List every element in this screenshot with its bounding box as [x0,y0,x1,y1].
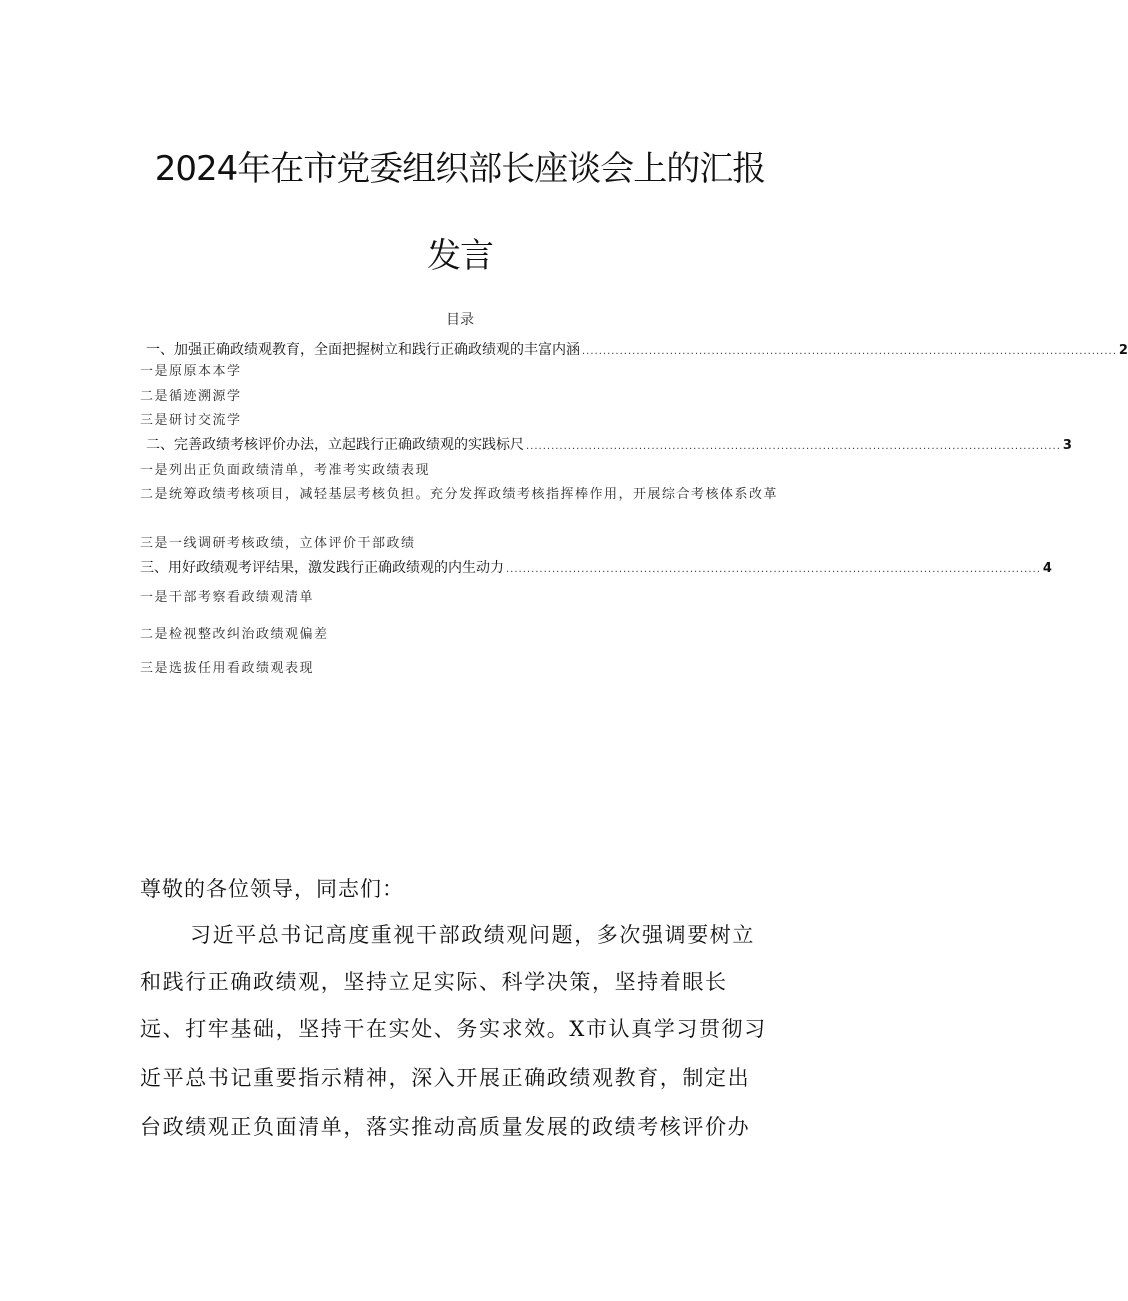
toc-subitem[interactable]: 一是列出正负面政绩清单，考准考实政绩表现 [140,463,431,478]
toc-entry-title: 一、加强正确政绩观教育，全面把握树立和践行正确政绩观的丰富内涵 [146,342,580,358]
toc-entry-section-1[interactable] [146,339,1128,359]
speech-paragraph-line: 远、打牢基础，坚持干在实处、务实求效。X市认真学习贯彻习 [140,1017,767,1041]
speech-paragraph-line: 近平总书记重要指示精神，深入开展正确政绩观教育，制定出 [140,1066,751,1090]
speech-paragraph-line: 习近平总书记高度重视干部政绩观问题，多次强调要树立 [190,923,755,947]
toc-subitem[interactable]: 三是一线调研考核政绩，立体评价干部政绩 [140,536,416,551]
toc-subitem[interactable]: 一是干部考察看政绩观清单 [140,590,315,605]
speech-greeting: 尊敬的各位领导，同志们： [140,877,404,901]
document-title-line-2: 发言 [427,236,493,276]
document-title-line-1: 2024年在市党委组织部长座谈会上的汇报 [154,149,766,189]
speech-paragraph-line: 和践行正确政绩观，坚持立足实际、科学决策，坚持着眼长 [140,970,728,994]
toc-subitem[interactable]: 二是循迹溯源学 [140,389,242,404]
toc-dot-leader: ................................................................................................................................ [526,441,1061,452]
toc-entry-title: 三、用好政绩观考评结果，激发践行正确政绩观的内生动力 [140,560,504,576]
toc-heading: 目录 [446,312,474,328]
toc-entry-section-2[interactable] [146,434,1072,454]
toc-subitem[interactable]: 二是检视整改纠治政绩观偏差 [140,627,329,642]
toc-page-number: 4 [1042,561,1052,576]
toc-dot-leader: ................................................................................................................................ [506,564,1041,575]
toc-entry-section-3[interactable] [140,557,1052,577]
toc-subitem[interactable]: 三是选拔任用看政绩观表现 [140,661,315,676]
toc-subitem[interactable]: 三是研讨交流学 [140,413,242,428]
toc-subitem[interactable]: 一是原原本本学 [140,364,242,379]
toc-entry-title: 二、完善政绩考核评价办法，立起践行正确政绩观的实践标尺 [146,437,524,453]
speech-paragraph-line: 台政绩观正负面清单，落实推动高质量发展的政绩考核评价办 [140,1115,751,1139]
toc-dot-leader: ................................................................................................................................ [582,346,1117,357]
toc-page-number: 2 [1118,343,1128,358]
toc-subitem[interactable]: 二是统筹政绩考核项目，减轻基层考核负担。充分发挥政绩考核指挥棒作用，开展综合考核体系改革 [140,487,779,502]
toc-page-number: 3 [1062,438,1072,453]
